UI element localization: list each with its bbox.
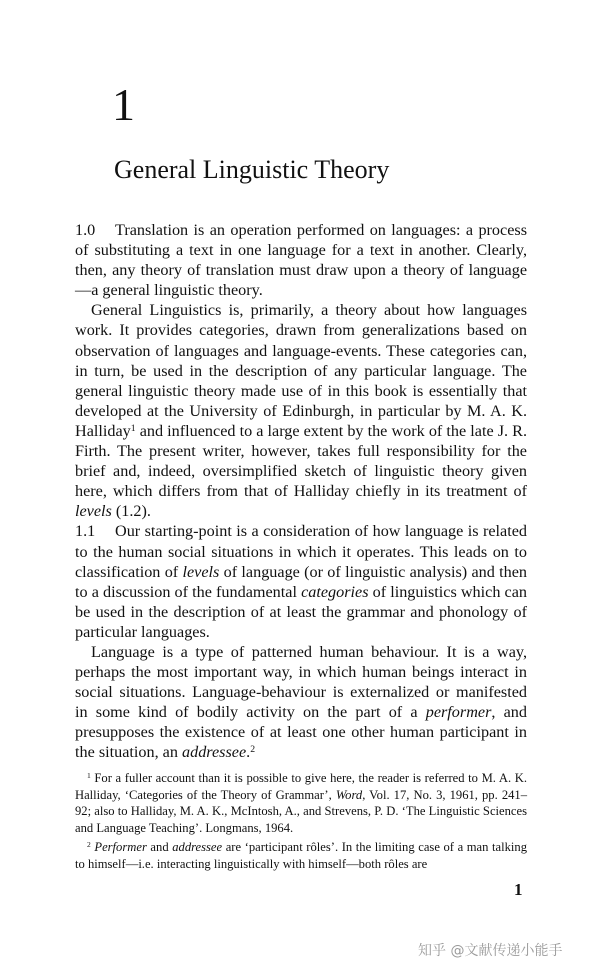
section-number: 1.1 [75,522,96,541]
footnote-marker: 2 [87,840,91,850]
italic-term: levels [182,562,220,581]
text-run: of language (or of linguistic analysis) and then to a discussion of the fundamental [75,562,528,601]
italic-term: addressee [172,840,223,855]
footnote-marker: 1 [130,423,136,435]
text-run: General Linguistics is, primarily, a theory about how languages work. It provides categories, drawn from generalizations based on observation of languages and language-events. These categories can, in turn, be used in the description of any particular language. The general linguistic theory made use of in this book is essentially that developed at the University of Edinburgh, in particular by M. A. K. Halliday [75,301,527,440]
body-text [75,220,527,763]
chapter-number: 1 [112,79,135,130]
page-number: 1 [514,880,523,899]
text-run: Translation is an operation performed on languages: a process of substituting a text in one language for a text in another. Clearly, then, any theory of translation must draw upon a theory of language—a general linguistic theory. [75,221,527,300]
text-run: , Vol. 17, No. 3, 1961, pp. 241–92; also to Halliday, M. A. K., McIntosh, A., and Strevens, P. D. ‘The Linguistic Sciences and Language Teaching’. Longmans, 1964. [75,787,528,835]
footnote-marker: 1 [87,771,91,781]
footnote [75,839,527,872]
section-number: 1.0 [75,221,96,239]
paragraph [75,642,527,763]
italic-term: performer [425,703,492,722]
paragraph [75,220,527,300]
italic-term: categories [301,582,369,601]
footnotes [75,770,527,873]
italic-term: levels [75,502,112,521]
text-run: (1.2). [111,502,151,521]
chapter-title: General Linguistic Theory [114,155,390,184]
italic-term: Performer [94,840,147,855]
footnote-marker: 2 [250,744,256,756]
paragraph [75,521,527,642]
text-run: Our starting-point is a consideration of how language is related to the human social situations in which it operates. This leads on to classification of [75,522,527,581]
text-run: Language is a type of patterned human behaviour. It is a way, perhaps the most important way, in which human beings interact in social situations. Language-behaviour is externalized or manifested in some kind of bodily activity on the part of a [75,642,527,722]
text-run: of linguistics which can be used in the description of at least the grammar and phonology of particular languages. [75,582,527,641]
text-run: and influenced to a large extent by the work of the late J. R. Firth. The present writer, however, takes full responsibility for the brief and, indeed, oversimplified sketch of linguistic theory given here, which differs from that of Halliday chiefly in its treatment of [75,421,527,501]
footnote [75,770,527,836]
watermark: 知乎 @文献传递小能手 [418,943,563,959]
text-run: are ‘participant rôles’. In the limiting case of a man talking to himself—i.e. interacting linguistically with himself—both rôles are [75,840,528,871]
text-run: and [146,840,173,855]
italic-term: addressee [182,743,247,762]
text-run: , and presupposes the existence of at least one other human participant in the situation, an [75,703,527,762]
paragraph [75,300,527,521]
text-run: . [246,743,251,762]
text-run: For a fuller account than it is possible to give here, the reader is referred to M. A. K. Halliday, ‘Categories of the Theory of Grammar’, [75,771,527,802]
italic-term: Word [335,787,363,802]
